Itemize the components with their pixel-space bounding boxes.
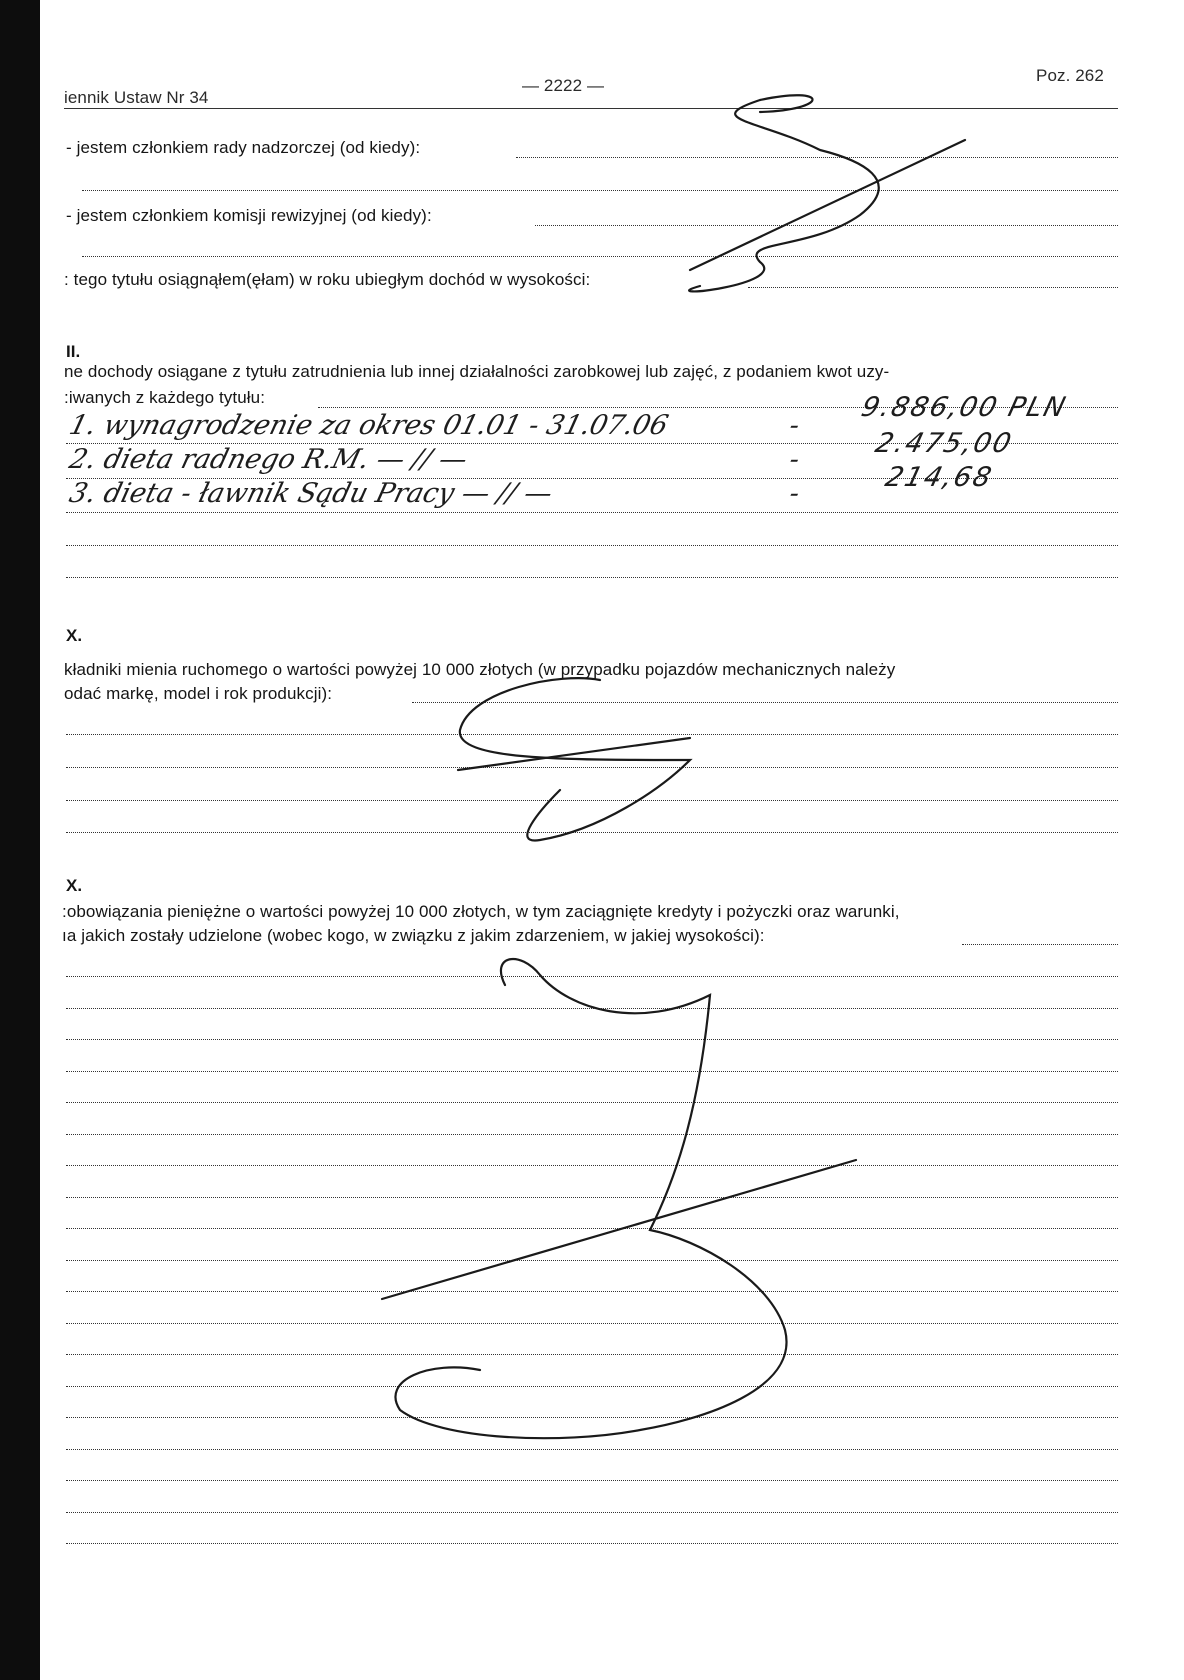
handwritten-dash: -	[786, 444, 803, 475]
dotted-line	[66, 1102, 1118, 1103]
dotted-line	[66, 1480, 1118, 1481]
section-number: II.	[66, 342, 81, 361]
dotted-line	[516, 157, 1118, 158]
handwritten-dash: -	[786, 478, 803, 509]
journal-title: iennik Ustaw Nr 34	[64, 88, 209, 107]
handwritten-entry: 2. dieta radnego R.M. — // —	[66, 444, 471, 475]
section-text: :iwanych z każdego tytułu:	[64, 388, 266, 407]
dotted-line	[82, 190, 1118, 191]
dotted-line	[66, 1260, 1118, 1261]
dotted-line	[66, 1449, 1118, 1450]
dotted-line	[412, 702, 1118, 703]
section-text: odać markę, model i rok produkcji):	[64, 684, 333, 703]
dotted-line	[535, 225, 1118, 226]
section-text: :obowiązania pieniężne o wartości powyżej 10 000 złotych, w tym zaciągnięte kredyty i pożyczki oraz warunki,	[62, 902, 900, 921]
strike-mark-bottom	[395, 959, 786, 1438]
dotted-line	[66, 1323, 1118, 1324]
handwritten-amount: 2.475,00	[872, 428, 1017, 459]
page-number: — 2222 —	[522, 76, 605, 95]
handwritten-amount: 214,68	[882, 462, 997, 493]
board-member-label: - jestem członkiem rady nadzorczej (od kiedy):	[66, 138, 421, 157]
dotted-line	[962, 944, 1118, 945]
dotted-line	[66, 800, 1118, 801]
dotted-line	[66, 832, 1118, 833]
dotted-line	[66, 1228, 1118, 1229]
strike-line-top	[690, 140, 965, 270]
dotted-line	[66, 1291, 1118, 1292]
dotted-line	[66, 734, 1118, 735]
strike-mark-top	[689, 95, 879, 291]
handwritten-entry: 1. wynagrodzenie za okres 01.01 - 31.07.06	[66, 410, 672, 441]
dotted-line	[66, 1071, 1118, 1072]
dotted-line	[66, 1165, 1118, 1166]
dotted-line	[66, 1512, 1118, 1513]
dotted-line	[66, 545, 1118, 546]
dotted-line	[66, 512, 1118, 513]
dotted-line	[66, 767, 1118, 768]
dotted-line	[66, 1354, 1118, 1355]
audit-committee-label: - jestem członkiem komisji rewizyjnej (od kiedy):	[66, 206, 432, 225]
dotted-line	[66, 1417, 1118, 1418]
dotted-line	[66, 1197, 1118, 1198]
position-number: Poz. 262	[1036, 66, 1104, 85]
dotted-line	[66, 1543, 1118, 1544]
dotted-line	[66, 1386, 1118, 1387]
dotted-line	[66, 1134, 1118, 1135]
header-rule	[64, 108, 1118, 109]
dotted-line	[66, 1039, 1118, 1040]
section-text: ne dochody osiągane z tytułu zatrudnienia lub innej działalności zarobkowej lub zajęć, z podaniem kwot uzy-	[64, 362, 890, 381]
dotted-line	[82, 256, 1118, 257]
section-text: kładniki mienia ruchomego o wartości powyżej 10 000 złotych (w przypadku pojazdów mechanicznych należy	[64, 660, 896, 679]
section-text: ıa jakich zostały udzielone (wobec kogo, w związku z jakim zdarzeniem, w jakiej wysokości):	[62, 926, 765, 945]
dotted-line	[66, 1008, 1118, 1009]
dotted-line	[66, 577, 1118, 578]
scan-dark-edge	[0, 0, 40, 1680]
strike-line-middle	[458, 738, 690, 770]
handwritten-dash: -	[786, 410, 803, 441]
dotted-line	[66, 976, 1118, 977]
handwritten-entry: 3. dieta - ławnik Sądu Pracy — // —	[66, 478, 556, 509]
strike-line-bottom	[382, 1160, 856, 1299]
dotted-line	[748, 287, 1118, 288]
handwritten-amount: 9.886,00 PLN	[858, 392, 1071, 423]
income-label: : tego tytułu osiągnąłem(ęłam) w roku ubiegłym dochód w wysokości:	[64, 270, 591, 289]
section-number: X.	[66, 626, 83, 645]
section-number: X.	[66, 876, 83, 895]
